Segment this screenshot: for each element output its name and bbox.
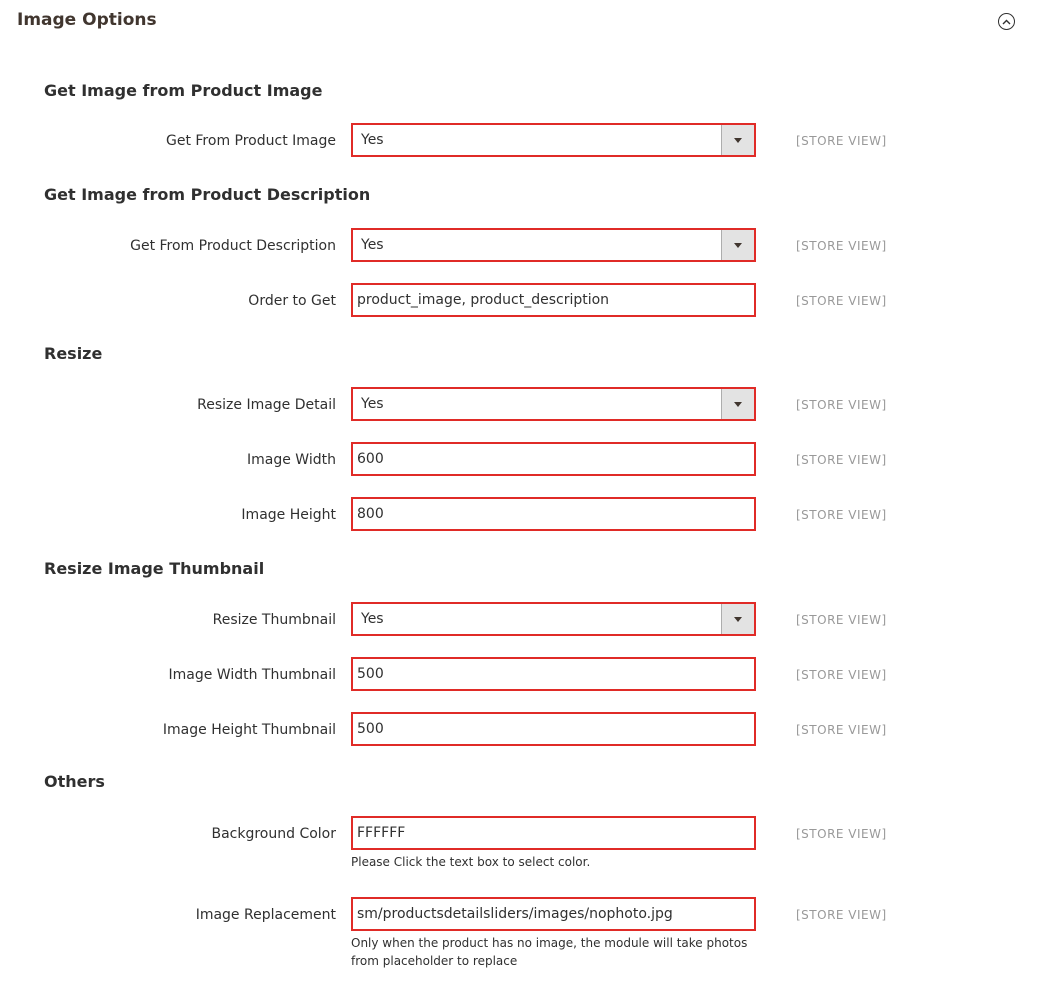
get-from-product-description-select[interactable] [351, 228, 756, 262]
dropdown-arrow-icon[interactable] [721, 125, 754, 155]
dropdown-arrow-icon[interactable] [721, 604, 754, 634]
image-width-input[interactable]: 600 [351, 442, 756, 476]
select-value: Yes [361, 396, 384, 412]
select-value: Yes [361, 611, 384, 627]
group-title-others: Others [44, 772, 105, 791]
order-to-get-input[interactable]: product_image, product_description [351, 283, 756, 317]
image-replacement-label: Image Replacement [195, 907, 336, 923]
resize-thumbnail-label: Resize Thumbnail [212, 612, 336, 628]
group-title-product-description: Get Image from Product Description [44, 185, 371, 204]
select-value: Yes [361, 237, 384, 253]
scope-label: [STORE VIEW] [796, 134, 887, 148]
background-color-label: Background Color [211, 826, 336, 842]
scope-label: [STORE VIEW] [796, 294, 887, 308]
scope-label: [STORE VIEW] [796, 239, 887, 253]
image-replacement-note-line2: from placeholder to replace [351, 954, 518, 968]
scope-label: [STORE VIEW] [796, 453, 887, 467]
image-width-label: Image Width [247, 452, 336, 468]
scope-label: [STORE VIEW] [796, 398, 887, 412]
section-title[interactable]: Image Options [17, 10, 157, 30]
get-from-product-description-label: Get From Product Description [130, 238, 336, 254]
get-from-product-image-label: Get From Product Image [166, 133, 336, 149]
background-color-input[interactable]: FFFFFF [351, 816, 756, 850]
resize-thumbnail-select[interactable] [351, 602, 756, 636]
image-replacement-note-line1: Only when the product has no image, the module will take photos [351, 936, 748, 950]
background-color-note: Please Click the text box to select color. [351, 855, 591, 869]
order-to-get-label: Order to Get [248, 293, 336, 309]
image-height-thumbnail-input[interactable]: 500 [351, 712, 756, 746]
resize-image-detail-label: Resize Image Detail [197, 397, 336, 413]
image-height-thumbnail-label: Image Height Thumbnail [162, 722, 336, 738]
scope-label: [STORE VIEW] [796, 508, 887, 522]
image-width-thumbnail-label: Image Width Thumbnail [168, 667, 336, 683]
image-height-input[interactable]: 800 [351, 497, 756, 531]
get-from-product-image-select[interactable] [351, 123, 756, 157]
scope-label: [STORE VIEW] [796, 668, 887, 682]
scope-label: [STORE VIEW] [796, 908, 887, 922]
dropdown-arrow-icon[interactable] [721, 230, 754, 260]
scope-label: [STORE VIEW] [796, 723, 887, 737]
scope-label: [STORE VIEW] [796, 827, 887, 841]
image-width-thumbnail-input[interactable]: 500 [351, 657, 756, 691]
dropdown-arrow-icon[interactable] [721, 389, 754, 419]
group-title-product-image: Get Image from Product Image [44, 81, 323, 100]
group-title-resize-thumbnail: Resize Image Thumbnail [44, 559, 265, 578]
group-title-resize: Resize [44, 344, 103, 363]
resize-image-detail-select[interactable] [351, 387, 756, 421]
image-replacement-input[interactable]: sm/productsdetailsliders/images/nophoto.jpg [351, 897, 756, 931]
chevron-up-circle-icon[interactable] [998, 13, 1015, 30]
image-height-label: Image Height [241, 507, 336, 523]
scope-label: [STORE VIEW] [796, 613, 887, 627]
select-value: Yes [361, 132, 384, 148]
